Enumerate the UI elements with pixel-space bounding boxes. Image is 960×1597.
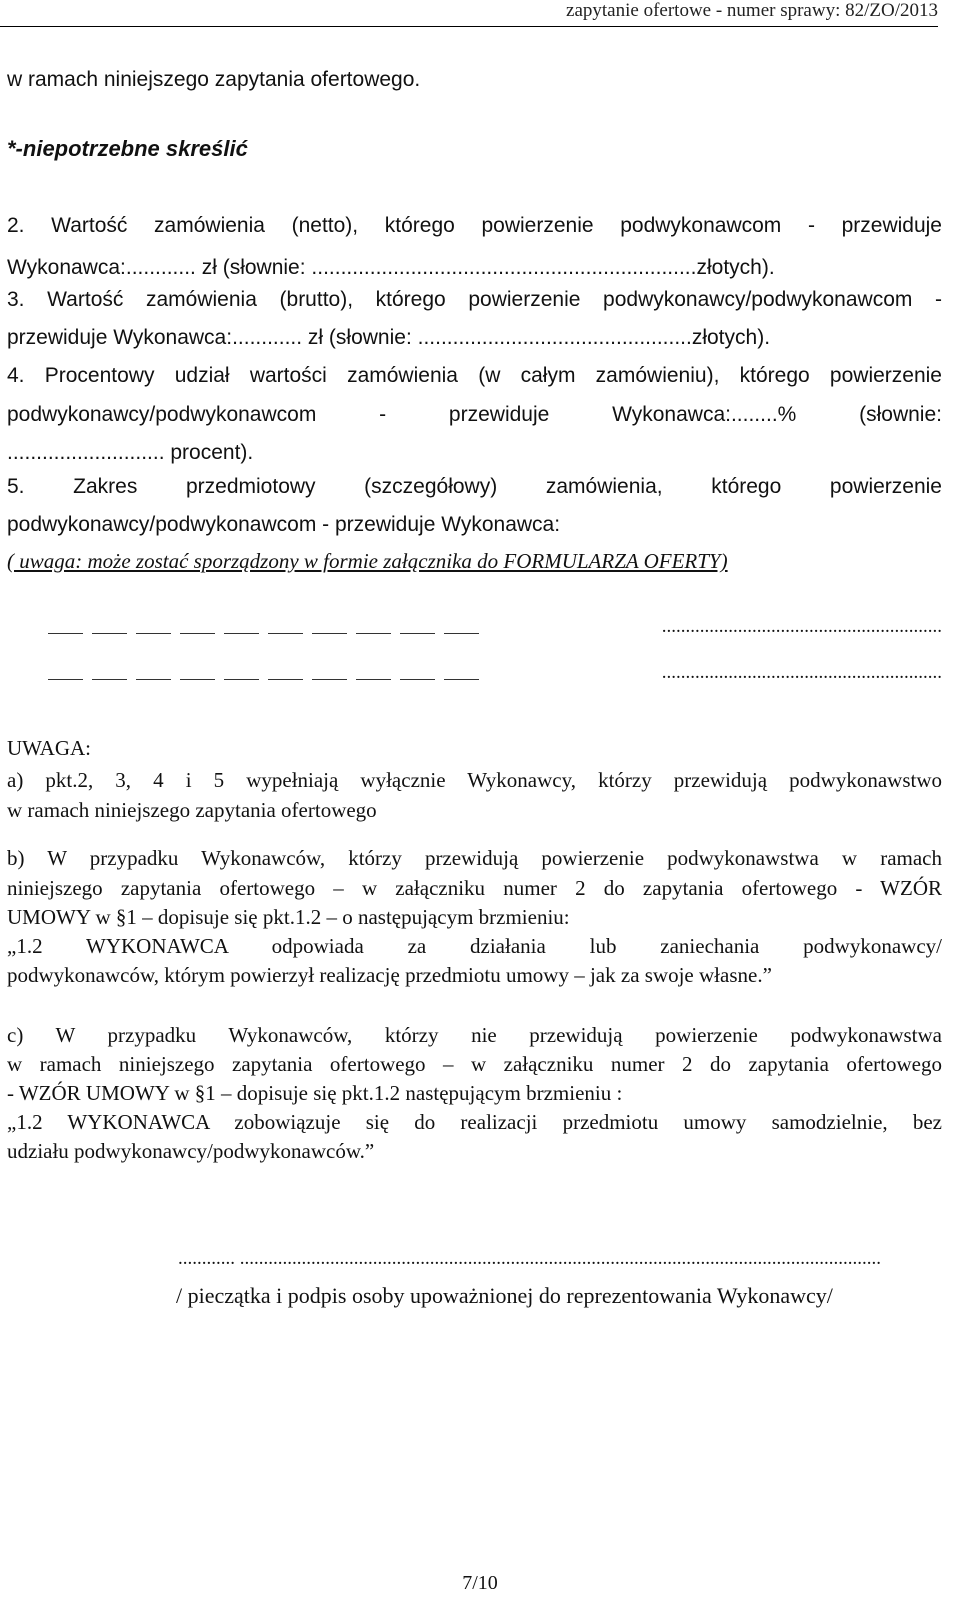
uwaga-c-line1: c) W przypadku Wykonawców, którzy nie przewidują powierzenie podwykonawstwa <box>7 1023 942 1047</box>
fill-dash <box>356 633 391 634</box>
item5-line1: 5. Zakres przedmiotowy (szczegółowy) zamówienia, którego powierzenie <box>7 475 942 498</box>
item5-line2: podwykonawcy/podwykonawcom - przewiduje Wykonawca: <box>7 513 561 536</box>
fill-dots: ........................................................... <box>661 662 942 683</box>
item4-line3: ........................... procent). <box>7 441 254 464</box>
fill-dash <box>356 679 391 680</box>
fill-dash <box>224 633 259 634</box>
item4-line1: 4. Procentowy udział wartości zamówienia (w całym zamówieniu), którego powierzenie <box>7 364 942 387</box>
fill-dash <box>268 633 303 634</box>
fill-line-2 <box>48 662 942 686</box>
fill-dash <box>92 679 127 680</box>
fill-dash <box>180 679 215 680</box>
uwaga-c-line2: w ramach niniejszego zapytania ofertowego – w załączniku numer 2 do zapytania ofertowego <box>7 1052 942 1076</box>
fill-dash <box>48 633 83 634</box>
fill-dash <box>444 679 479 680</box>
uwaga-heading: UWAGA: <box>7 736 91 760</box>
item4-line2: podwykonawcy/podwykonawcom - przewiduje Wykonawca:........% (słownie: <box>7 403 942 426</box>
uwaga-a-line1: a) pkt.2, 3, 4 i 5 wypełniają wyłącznie Wykonawcy, którzy przewidują podwykonawstwo <box>7 768 942 792</box>
signature-dotted-line: ............ ....................................................................................................................................... <box>178 1248 881 1269</box>
signature-label: / pieczątka i podpis osoby upoważnionej do reprezentowania Wykonawcy/ <box>176 1283 833 1308</box>
fill-line-1 <box>48 616 942 640</box>
page-header: zapytanie ofertowe - numer sprawy: 82/ZO/2013 <box>566 0 938 21</box>
fill-dash <box>48 679 83 680</box>
uwaga-b-line2: niniejszego zapytania ofertowego – w załączniku numer 2 do zapytania ofertowego - WZÓR <box>7 876 942 900</box>
uwaga-b-line4: „1.2 WYKONAWCA odpowiada za działania lub zaniechania podwykonawcy/ <box>7 934 942 958</box>
fill-dash <box>224 679 259 680</box>
fill-dash <box>400 679 435 680</box>
fill-dash <box>180 633 215 634</box>
item2-line2: Wykonawca:............ zł (słownie: ..................................................................złotych). <box>7 256 775 279</box>
uwaga-b-line1: b) W przypadku Wykonawców, którzy przewidują powierzenie podwykonawstwa w ramach <box>7 846 942 870</box>
fill-dash <box>268 679 303 680</box>
item2-line1: 2. Wartość zamówienia (netto), którego powierzenie podwykonawcom - przewiduje <box>7 214 942 237</box>
item3-line1: 3. Wartość zamówienia (brutto), którego powierzenie podwykonawcy/podwykonawcom - <box>7 288 942 311</box>
uwaga-b-line5: podwykonawców, którym powierzył realizację przedmiotu umowy – jak za swoje własne.” <box>7 963 772 987</box>
uwaga-a-line2: w ramach niniejszego zapytania ofertowego <box>7 798 377 822</box>
item5-note: ( uwaga: może zostać sporządzony w formie załącznika do FORMULARZA OFERTY) <box>7 549 728 573</box>
fill-dots: ........................................................... <box>661 616 942 637</box>
strike-note: *-niepotrzebne skreślić <box>7 136 248 161</box>
item3-line2: przewiduje Wykonawca:............ zł (słownie: ...............................................złotych). <box>7 326 771 349</box>
fill-dash <box>136 679 171 680</box>
fill-dash <box>136 633 171 634</box>
uwaga-b-line3: UMOWY w §1 – dopisuje się pkt.1.2 – o następującym brzmieniu: <box>7 905 570 929</box>
uwaga-c-line5: udziału podwykonawcy/podwykonawców.” <box>7 1139 375 1163</box>
uwaga-c-line4: „1.2 WYKONAWCA zobowiązuje się do realizacji przedmiotu umowy samodzielnie, bez <box>7 1110 942 1134</box>
intro-line: w ramach niniejszego zapytania ofertowego. <box>7 68 421 91</box>
page-number: 7/10 <box>462 1572 498 1594</box>
uwaga-c-line3: - WZÓR UMOWY w §1 – dopisuje się pkt.1.2 następującym brzmieniu : <box>7 1081 623 1105</box>
fill-dash <box>312 679 347 680</box>
fill-dash <box>312 633 347 634</box>
fill-dash <box>92 633 127 634</box>
header-rule <box>0 26 938 27</box>
fill-dash <box>400 633 435 634</box>
fill-dash <box>444 633 479 634</box>
